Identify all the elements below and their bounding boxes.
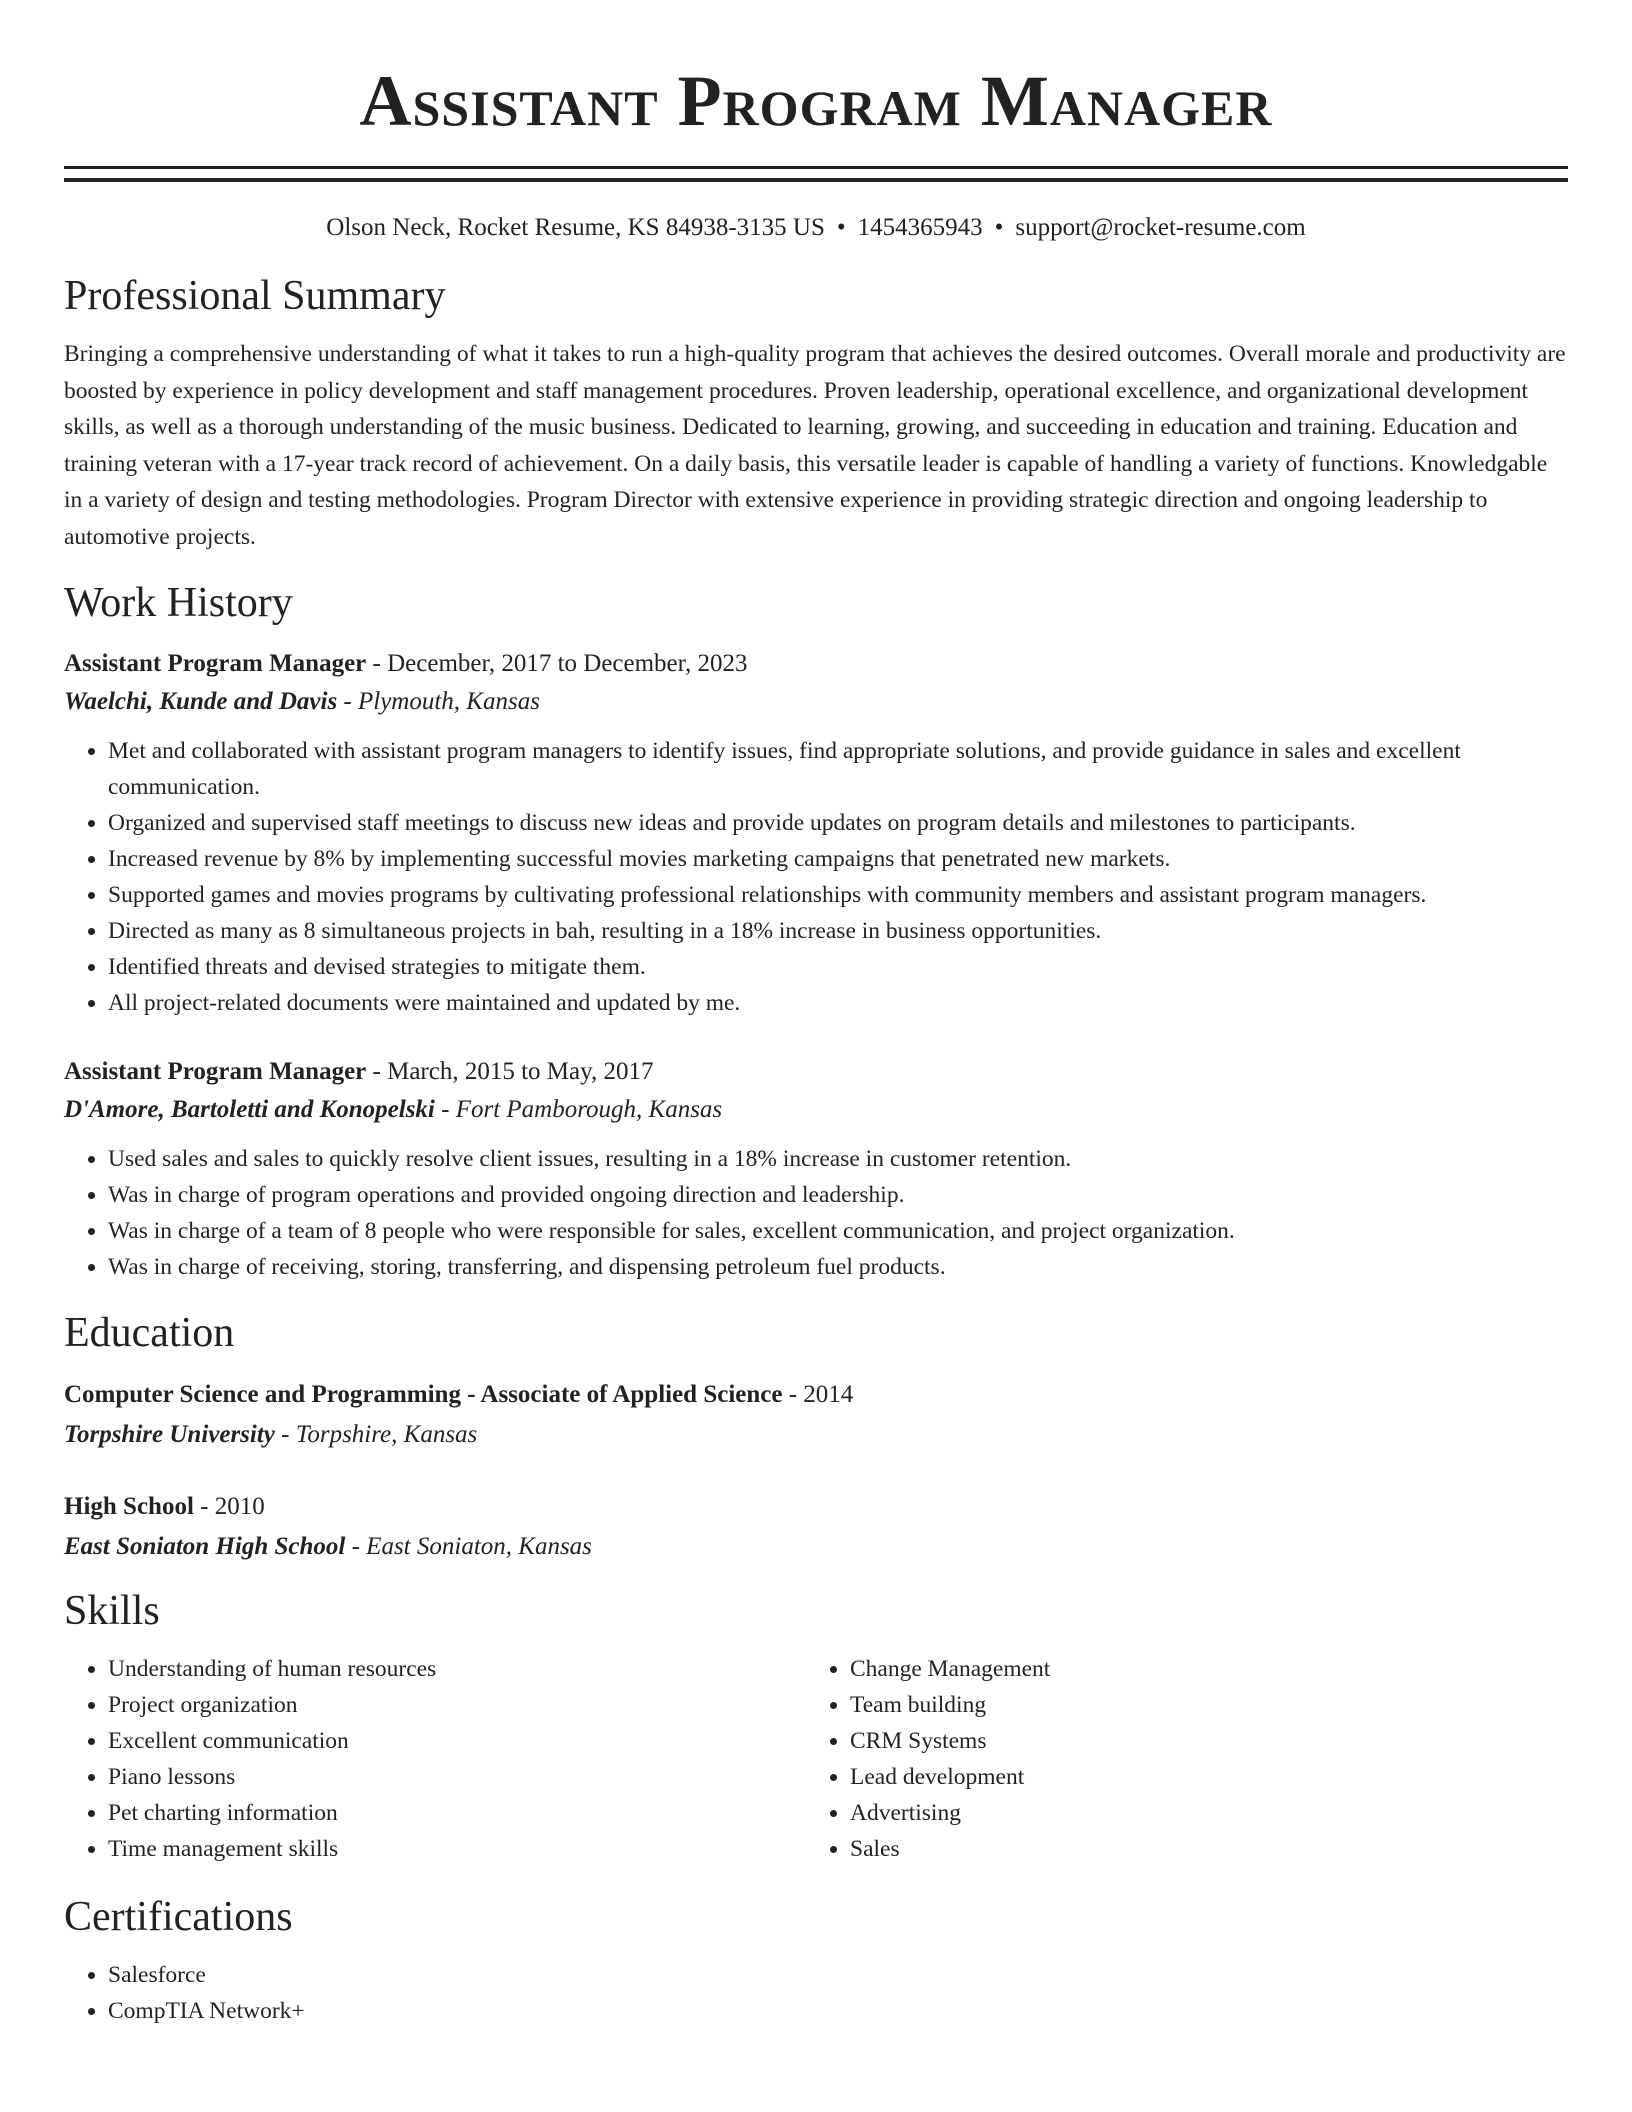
job-entry	[64, 1053, 1568, 1285]
job-bullet: • Directed as many as 8 simultaneous projects in bah, resulting in a 18% increase in business opportunities.	[108, 913, 1568, 949]
contact-phone: 1454365943	[857, 214, 983, 241]
skill-item: • Time management skills	[108, 1831, 806, 1867]
skill-item: • Change Management	[850, 1651, 1548, 1687]
skill-item: • CRM Systems	[850, 1723, 1548, 1759]
certifications-section-title: Certifications	[64, 1894, 293, 1940]
job-dates: - March, 2015 to May, 2017	[366, 1058, 654, 1085]
education-school: East Soniaton High School	[64, 1533, 346, 1560]
education-section-title: Education	[64, 1310, 235, 1356]
contact-address: Olson Neck, Rocket Resume, KS 84938-3135 US	[326, 214, 825, 241]
skill-item: • Piano lessons	[108, 1759, 806, 1795]
education-degree: Computer Science and Programming - Associate of Applied Science	[64, 1381, 783, 1408]
summary-section-title: Professional Summary	[64, 273, 446, 319]
job-bullet: • Met and collaborated with assistant program managers to identify issues, find appropriate solutions, and provide guidance in sales and excellent communication.	[108, 733, 1568, 805]
skills-columns	[64, 1651, 1568, 1867]
skills-list-right	[806, 1651, 1548, 1867]
job-bullet: • Supported games and movies programs by cultivating professional relationships with community members and assistant program managers.	[108, 877, 1568, 913]
education-location: - Torpshire, Kansas	[274, 1421, 478, 1448]
job-location: - Fort Pamborough, Kansas	[434, 1096, 723, 1123]
education-entry	[64, 1375, 1568, 1455]
education-location: - East Soniaton, Kansas	[345, 1533, 592, 1560]
certification-item: • CompTIA Network+	[108, 1993, 1568, 2029]
job-entry	[64, 645, 1568, 1021]
header-double-rule	[64, 166, 1568, 182]
job-bullet: • Was in charge of a team of 8 people who were responsible for sales, excellent communication, and project organization.	[108, 1213, 1568, 1249]
certifications-list	[64, 1957, 1568, 2029]
skill-item: • Pet charting information	[108, 1795, 806, 1831]
job-role: Assistant Program Manager	[64, 650, 367, 677]
education-year: - 2014	[782, 1381, 854, 1408]
education-school-line	[64, 1527, 1568, 1567]
job-bullet-list	[64, 733, 1568, 1021]
job-title-line	[64, 645, 1568, 683]
certification-item: • Salesforce	[108, 1957, 1568, 1993]
skill-item: • Excellent communication	[108, 1723, 806, 1759]
job-company: Waelchi, Kunde and Davis	[64, 688, 338, 715]
job-company: D'Amore, Bartoletti and Konopelski	[64, 1096, 435, 1123]
job-location: - Plymouth, Kansas	[337, 688, 540, 715]
contact-separator: •	[994, 214, 1004, 241]
resume-name-heading: Assistant Program Manager	[359, 61, 1273, 141]
job-bullet: • Identified threats and devised strategies to mitigate them.	[108, 949, 1568, 985]
skill-item: • Sales	[850, 1831, 1548, 1867]
skill-item: • Project organization	[108, 1687, 806, 1723]
job-bullet: • All project-related documents were maintained and updated by me.	[108, 985, 1568, 1021]
skill-item: • Advertising	[850, 1795, 1548, 1831]
job-bullet: • Used sales and sales to quickly resolve client issues, resulting in a 18% increase in customer retention.	[108, 1141, 1568, 1177]
job-role: Assistant Program Manager	[64, 1058, 367, 1085]
job-company-line	[64, 1091, 1568, 1129]
job-bullet: • Was in charge of program operations and provided ongoing direction and leadership.	[108, 1177, 1568, 1213]
work-history-section-title: Work History	[64, 580, 293, 626]
job-bullet: • Increased revenue by 8% by implementing successful movies marketing campaigns that penetrated new markets.	[108, 841, 1568, 877]
education-school-line	[64, 1415, 1568, 1455]
skills-list-left	[64, 1651, 806, 1867]
education-degree-line	[64, 1487, 1568, 1527]
contact-line	[64, 212, 1568, 244]
job-bullet: • Was in charge of receiving, storing, transferring, and dispensing petroleum fuel products.	[108, 1249, 1568, 1285]
education-entry	[64, 1487, 1568, 1567]
job-dates: - December, 2017 to December, 2023	[366, 650, 748, 677]
skill-item: • Understanding of human resources	[108, 1651, 806, 1687]
certifications-block	[64, 1957, 1568, 2029]
job-bullet-list	[64, 1141, 1568, 1285]
education-degree-line	[64, 1375, 1568, 1415]
skills-section-title: Skills	[64, 1588, 160, 1634]
contact-separator: •	[836, 214, 846, 241]
contact-email: support@rocket-resume.com	[1015, 214, 1306, 241]
summary-text: Bringing a comprehensive understanding of what it takes to run a high-quality program that achieves the desired outcomes. Overall morale and productivity are boosted by experience in policy development and staff management procedures. Proven leadership, operational excellence, and organizational development skills, as well as a thorough understanding of the music business. Dedicated to learning, growing, and succeeding in education and training. Education and training veteran with a 17-year track record of achievement. On a daily basis, this versatile leader is capable of handling a variety of functions. Knowledgable in a variety of design and testing methodologies. Program Director with extensive experience in providing strategic direction and ongoing leadership to automotive projects.	[64, 341, 1566, 550]
job-bullet: • Organized and supervised staff meetings to discuss new ideas and provide updates on program details and milestones to participants.	[108, 805, 1568, 841]
education-school: Torpshire University	[64, 1421, 275, 1448]
job-title-line	[64, 1053, 1568, 1091]
education-degree: High School	[64, 1493, 194, 1520]
skill-item: • Team building	[850, 1687, 1548, 1723]
skill-item: • Lead development	[850, 1759, 1548, 1795]
job-company-line	[64, 683, 1568, 721]
education-year: - 2010	[193, 1493, 265, 1520]
resume-page	[64, 0, 1568, 2029]
